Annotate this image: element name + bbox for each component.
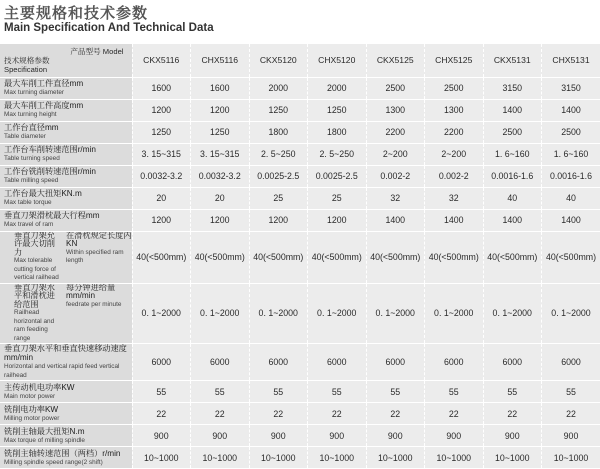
- value-cell: 1400: [366, 209, 425, 231]
- value-cell: 32: [366, 187, 425, 209]
- value-cell: 10~1000: [542, 447, 600, 469]
- value-cell: 0. 1~2000: [542, 283, 600, 344]
- table-row: [0, 283, 600, 344]
- value-cell: 2200: [425, 121, 484, 143]
- table-row: [0, 447, 600, 469]
- value-cell: 6000: [249, 344, 308, 381]
- row-label-cell: [0, 447, 132, 469]
- row-label-cn: 工作台直径mm: [4, 123, 132, 132]
- model-header-cell: CKX5120: [249, 44, 308, 77]
- value-cell: 6000: [308, 344, 367, 381]
- row-label-en: Milling spindle speed range(2 shift): [4, 458, 132, 467]
- row-label-en: Railhead horizontal and ram feeding range: [14, 309, 62, 343]
- value-cell: 1800: [308, 121, 367, 143]
- value-cell: 20: [191, 187, 250, 209]
- row-label-en: Main motor power: [4, 392, 132, 401]
- value-cell: 900: [132, 425, 191, 447]
- row-label-cn: 铣削电功率KW: [4, 405, 132, 414]
- value-cell: 1250: [249, 99, 308, 121]
- value-cell: 900: [366, 425, 425, 447]
- value-cell: 3150: [483, 77, 542, 99]
- table-row: [0, 77, 600, 99]
- row-label-en: Table milling speed: [4, 176, 132, 185]
- row-sublabel-en: feedrate per minute: [66, 301, 132, 310]
- value-cell: 40(<500mm): [249, 231, 308, 283]
- spec-label-en: Specification: [4, 65, 132, 74]
- value-cell: 6000: [191, 344, 250, 381]
- value-cell: 40(<500mm): [191, 231, 250, 283]
- page-title-en: Main Specification And Technical Data: [4, 22, 214, 34]
- row-label-en: Max travel of ram: [4, 220, 132, 229]
- value-cell: 0. 1~2000: [425, 283, 484, 344]
- value-cell: 2200: [366, 121, 425, 143]
- value-cell: 10~1000: [132, 447, 191, 469]
- value-cell: 6000: [425, 344, 484, 381]
- table-row: [0, 381, 600, 403]
- row-label-en: Horizontal and vertical rapid feed vertical railhead: [4, 362, 132, 380]
- table-row: [0, 209, 600, 231]
- spec-table: [0, 44, 600, 469]
- row-sublabel-cn: 在滑枕规定长度内KN: [66, 232, 132, 249]
- model-header-cell: CHX5120: [308, 44, 367, 77]
- value-cell: 0.0025-2.5: [308, 165, 367, 187]
- row-label-cn: 主传动机电功率KW: [4, 383, 132, 392]
- value-cell: 0. 1~2000: [483, 283, 542, 344]
- value-cell: 1250: [308, 99, 367, 121]
- row-label-cell: [0, 143, 132, 165]
- value-cell: 1200: [132, 209, 191, 231]
- value-cell: 55: [191, 381, 250, 403]
- row-label-en: Max table torque: [4, 198, 132, 207]
- table-header-row: [0, 44, 600, 77]
- model-header-cell: CKX5116: [132, 44, 191, 77]
- value-cell: 10~1000: [366, 447, 425, 469]
- value-cell: 1600: [132, 77, 191, 99]
- value-cell: 2. 5~250: [308, 143, 367, 165]
- row-label-cell: [0, 283, 132, 344]
- value-cell: 55: [425, 381, 484, 403]
- value-cell: 22: [366, 403, 425, 425]
- value-cell: 1. 6~160: [483, 143, 542, 165]
- table-row: [0, 187, 600, 209]
- row-label-cn: 工作台铣削转速范围r/min: [4, 167, 132, 176]
- value-cell: 22: [542, 403, 600, 425]
- table-row: [0, 165, 600, 187]
- spec-label-cn: 技术规格参数: [4, 56, 132, 65]
- value-cell: 1300: [425, 99, 484, 121]
- value-cell: 55: [132, 381, 191, 403]
- row-label-cell: [0, 425, 132, 447]
- value-cell: 2. 5~250: [249, 143, 308, 165]
- row-label-cn: 最大车削工件直径mm: [4, 79, 132, 88]
- value-cell: 22: [483, 403, 542, 425]
- value-cell: 900: [483, 425, 542, 447]
- row-label-cn: 铣削主轴最大扭矩N.m: [4, 427, 132, 436]
- value-cell: 900: [308, 425, 367, 447]
- value-cell: 1400: [483, 99, 542, 121]
- value-cell: 10~1000: [483, 447, 542, 469]
- value-cell: 1800: [249, 121, 308, 143]
- value-cell: 1300: [366, 99, 425, 121]
- value-cell: 1400: [542, 209, 600, 231]
- row-label-en: Milling motor power: [4, 414, 132, 423]
- value-cell: 6000: [366, 344, 425, 381]
- value-cell: 55: [542, 381, 600, 403]
- row-label-en: Max torque of milling spindle: [4, 436, 132, 445]
- row-label-cn: 垂直刀架水平和垂直快速移动速度mm/min: [4, 344, 132, 362]
- model-header-cell: CHX5131: [542, 44, 600, 77]
- table-row: [0, 121, 600, 143]
- value-cell: 40: [542, 187, 600, 209]
- value-cell: 55: [366, 381, 425, 403]
- value-cell: 1250: [191, 121, 250, 143]
- table-row: [0, 143, 600, 165]
- value-cell: 1400: [542, 99, 600, 121]
- model-header-cell: CHX5116: [191, 44, 250, 77]
- value-cell: 0. 1~2000: [132, 283, 191, 344]
- table-row: [0, 425, 600, 447]
- row-label-en: Max turning height: [4, 110, 132, 119]
- value-cell: 2500: [366, 77, 425, 99]
- value-cell: 6000: [542, 344, 600, 381]
- value-cell: 0. 1~2000: [191, 283, 250, 344]
- value-cell: 1200: [308, 209, 367, 231]
- value-cell: 40(<500mm): [308, 231, 367, 283]
- row-label-cn: 垂直刀架水平和滑枕进给范围: [14, 284, 62, 310]
- value-cell: 1400: [425, 209, 484, 231]
- value-cell: 0. 1~2000: [249, 283, 308, 344]
- value-cell: 1200: [191, 99, 250, 121]
- row-label-cn: 工作台最大扭矩KN.m: [4, 189, 132, 198]
- value-cell: 55: [308, 381, 367, 403]
- table-row: [0, 231, 600, 283]
- value-cell: 40(<500mm): [425, 231, 484, 283]
- value-cell: 2500: [425, 77, 484, 99]
- value-cell: 22: [191, 403, 250, 425]
- value-cell: 0. 1~2000: [366, 283, 425, 344]
- value-cell: 900: [191, 425, 250, 447]
- value-cell: 40: [483, 187, 542, 209]
- value-cell: 55: [483, 381, 542, 403]
- value-cell: 1600: [191, 77, 250, 99]
- model-header-cell: CHX5125: [425, 44, 484, 77]
- header-label-cell: [0, 44, 132, 77]
- value-cell: 10~1000: [425, 447, 484, 469]
- value-cell: 20: [132, 187, 191, 209]
- value-cell: 3. 15~315: [191, 143, 250, 165]
- value-cell: 25: [249, 187, 308, 209]
- value-cell: 2~200: [425, 143, 484, 165]
- page-title-cn: 主要规格和技术参数: [4, 2, 148, 23]
- value-cell: 900: [542, 425, 600, 447]
- model-header-cell: CKX5131: [483, 44, 542, 77]
- value-cell: 1200: [191, 209, 250, 231]
- value-cell: 2000: [308, 77, 367, 99]
- value-cell: 3. 15~315: [132, 143, 191, 165]
- value-cell: 40(<500mm): [132, 231, 191, 283]
- value-cell: 55: [249, 381, 308, 403]
- row-label-cell: [0, 165, 132, 187]
- row-label-en: Max turning diameter: [4, 88, 132, 97]
- model-label: 产品型号 Model: [4, 47, 132, 56]
- value-cell: 0. 1~2000: [308, 283, 367, 344]
- row-label-cell: [0, 99, 132, 121]
- value-cell: 900: [249, 425, 308, 447]
- value-cell: 40(<500mm): [483, 231, 542, 283]
- value-cell: 1200: [132, 99, 191, 121]
- value-cell: 0.0032-3.2: [191, 165, 250, 187]
- value-cell: 22: [132, 403, 191, 425]
- row-label-en: Table turning speed: [4, 154, 132, 163]
- row-label-en: Max tolerable cutting force of vertical railhead: [14, 257, 62, 283]
- value-cell: 0.002-2: [366, 165, 425, 187]
- value-cell: 6000: [483, 344, 542, 381]
- row-label-cell: [0, 381, 132, 403]
- value-cell: 6000: [132, 344, 191, 381]
- row-label-cell: [0, 187, 132, 209]
- value-cell: 1. 6~160: [542, 143, 600, 165]
- value-cell: 40(<500mm): [366, 231, 425, 283]
- value-cell: 0.002-2: [425, 165, 484, 187]
- row-label-en: Table diameter: [4, 132, 132, 141]
- row-sublabel-cn: 每分钟进给量mm/min: [66, 284, 132, 301]
- table-row: [0, 99, 600, 121]
- value-cell: 2500: [542, 121, 600, 143]
- value-cell: 0.0032-3.2: [132, 165, 191, 187]
- row-label-cn: 垂直刀架滑枕最大行程mm: [4, 211, 132, 220]
- row-label-cell: [0, 231, 132, 283]
- value-cell: 0.0025-2.5: [249, 165, 308, 187]
- value-cell: 10~1000: [308, 447, 367, 469]
- value-cell: 1400: [483, 209, 542, 231]
- value-cell: 0.0016-1.6: [542, 165, 600, 187]
- value-cell: 0.0016-1.6: [483, 165, 542, 187]
- table-row: [0, 403, 600, 425]
- value-cell: 22: [425, 403, 484, 425]
- row-label-cn: 铣削主轴转速范围（两档）r/min: [4, 449, 132, 458]
- value-cell: 25: [308, 187, 367, 209]
- table-row: [0, 344, 600, 381]
- row-sublabel-en: Within specified ram length: [66, 249, 132, 266]
- value-cell: 40(<500mm): [542, 231, 600, 283]
- value-cell: 900: [425, 425, 484, 447]
- row-label-cn: 最大车削工件高度mm: [4, 101, 132, 110]
- row-label-cell: [0, 121, 132, 143]
- model-header-cell: CKX5125: [366, 44, 425, 77]
- row-label-cell: [0, 344, 132, 381]
- value-cell: 22: [249, 403, 308, 425]
- value-cell: 32: [425, 187, 484, 209]
- value-cell: 3150: [542, 77, 600, 99]
- value-cell: 10~1000: [249, 447, 308, 469]
- value-cell: 2500: [483, 121, 542, 143]
- row-label-cn: 垂直刀架允许最大切削力: [14, 232, 62, 258]
- value-cell: 2~200: [366, 143, 425, 165]
- value-cell: 1250: [132, 121, 191, 143]
- row-label-cell: [0, 403, 132, 425]
- row-label-cell: [0, 77, 132, 99]
- row-label-cn: 工作台车削转速范围r/min: [4, 145, 132, 154]
- value-cell: 10~1000: [191, 447, 250, 469]
- value-cell: 1200: [249, 209, 308, 231]
- row-label-cell: [0, 209, 132, 231]
- value-cell: 2000: [249, 77, 308, 99]
- value-cell: 22: [308, 403, 367, 425]
